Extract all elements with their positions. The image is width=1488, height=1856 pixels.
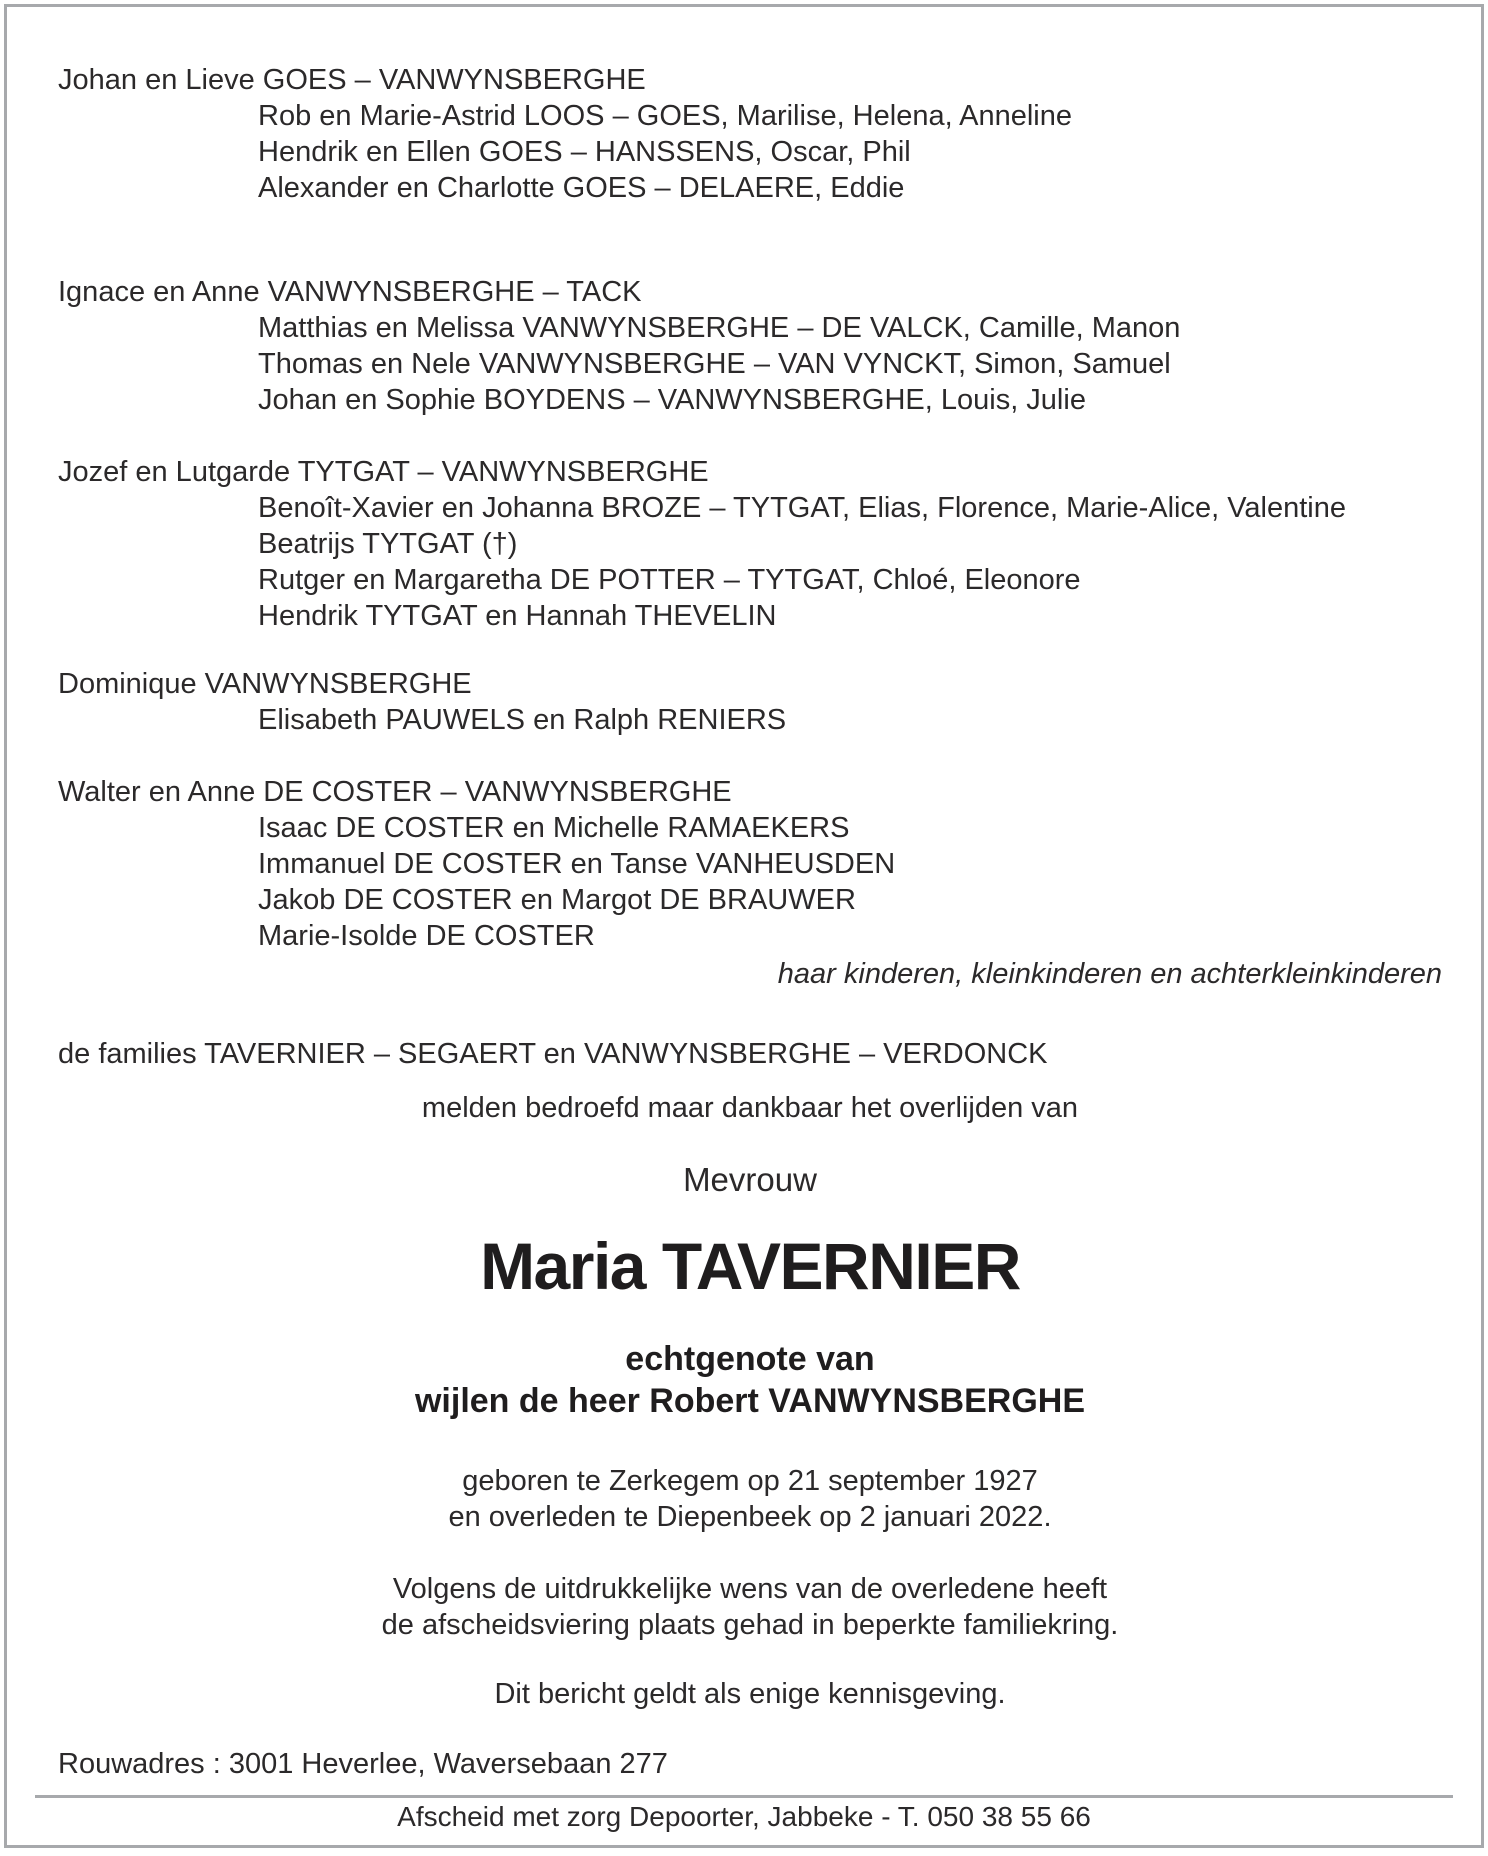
family-member-line: Hendrik en Ellen GOES – HANSSENS, Oscar, Phil [258, 136, 911, 168]
farewell-note-line-2: de afscheidsviering plaats gehad in beperkte familiekring. [381, 1609, 1119, 1641]
family-block [58, 666, 1442, 738]
family-member-line: Rutger en Margaretha DE POTTER – TYTGAT, Chloé, Eleonore [258, 564, 1081, 596]
family-block [58, 774, 1442, 954]
family-member-line: Matthias en Melissa VANWYNSBERGHE – DE VALCK, Camille, Manon [258, 312, 1181, 344]
family-head-line: Ignace en Anne VANWYNSBERGHE – TACK [58, 276, 642, 308]
family-member-line: Alexander en Charlotte GOES – DELAERE, Eddie [258, 172, 905, 204]
deceased-name: Maria TAVERNIER [480, 1229, 1020, 1303]
family-member-line: Marie-Isolde DE COSTER [258, 920, 595, 952]
spouse-name: wijlen de heer Robert VANWYNSBERGHE [414, 1382, 1086, 1420]
family-member-line: Hendrik TYTGAT en Hannah THEVELIN [258, 600, 777, 632]
family-block [58, 62, 1442, 206]
death-line: en overleden te Diepenbeek op 2 januari 2022. [448, 1501, 1052, 1533]
family-member-line: Elisabeth PAUWELS en Ralph RENIERS [258, 704, 787, 736]
farewell-note-line-1: Volgens de uitdrukkelijke wens van de overledene heeft [392, 1573, 1108, 1605]
spouse-block [58, 1338, 1442, 1422]
birth-line: geboren te Zerkegem op 21 september 1927 [462, 1465, 1038, 1497]
announcement-content [7, 7, 1481, 1782]
family-member-line: Jakob DE COSTER en Margot DE BRAUWER [258, 884, 856, 916]
families-line: de families TAVERNIER – SEGAERT en VANWYNSBERGHE – VERDONCK [58, 1038, 1048, 1070]
family-head-line: Dominique VANWYNSBERGHE [58, 668, 472, 700]
announcement-line: melden bedroefd maar dankbaar het overlijden van [421, 1092, 1079, 1124]
dates-block [58, 1463, 1442, 1535]
family-member-line: Thomas en Nele VANWYNSBERGHE – VAN VYNCKT, Simon, Samuel [258, 348, 1171, 380]
family-block [58, 454, 1442, 634]
family-head-line: Walter en Anne DE COSTER – VANWYNSBERGHE [58, 776, 732, 808]
family-member-line: Isaac DE COSTER en Michelle RAMAEKERS [258, 812, 850, 844]
sole-notice-line: Dit bericht geldt als enige kennisgeving. [494, 1678, 1006, 1710]
footer-divider [35, 1795, 1453, 1798]
family-member-line: Rob en Marie-Astrid LOOS – GOES, Marilise, Helena, Anneline [258, 100, 1072, 132]
funeral-home-credit: Afscheid met zorg Depoorter, Jabbeke - T. 050 38 55 66 [397, 1801, 1091, 1832]
relatives-note: haar kinderen, kleinkinderen en achterkleinkinderen [777, 958, 1442, 990]
family-member-line: Beatrijs TYTGAT (†) [258, 528, 518, 560]
spouse-intro: echtgenote van [625, 1340, 875, 1378]
family-member-line: Immanuel DE COSTER en Tanse VANHEUSDEN [258, 848, 896, 880]
death-announcement-page [4, 4, 1484, 1848]
family-head-line: Jozef en Lutgarde TYTGAT – VANWYNSBERGHE [58, 456, 709, 488]
farewell-note [58, 1571, 1442, 1643]
salutation: Mevrouw [683, 1161, 817, 1198]
family-head-line: Johan en Lieve GOES – VANWYNSBERGHE [58, 64, 646, 96]
family-member-line: Johan en Sophie BOYDENS – VANWYNSBERGHE, Louis, Julie [258, 384, 1086, 416]
mourning-address: Rouwadres : 3001 Heverlee, Waversebaan 277 [58, 1748, 668, 1780]
family-member-line: Benoît-Xavier en Johanna BROZE – TYTGAT, Elias, Florence, Marie-Alice, Valentine [258, 492, 1346, 524]
family-block [58, 274, 1442, 418]
